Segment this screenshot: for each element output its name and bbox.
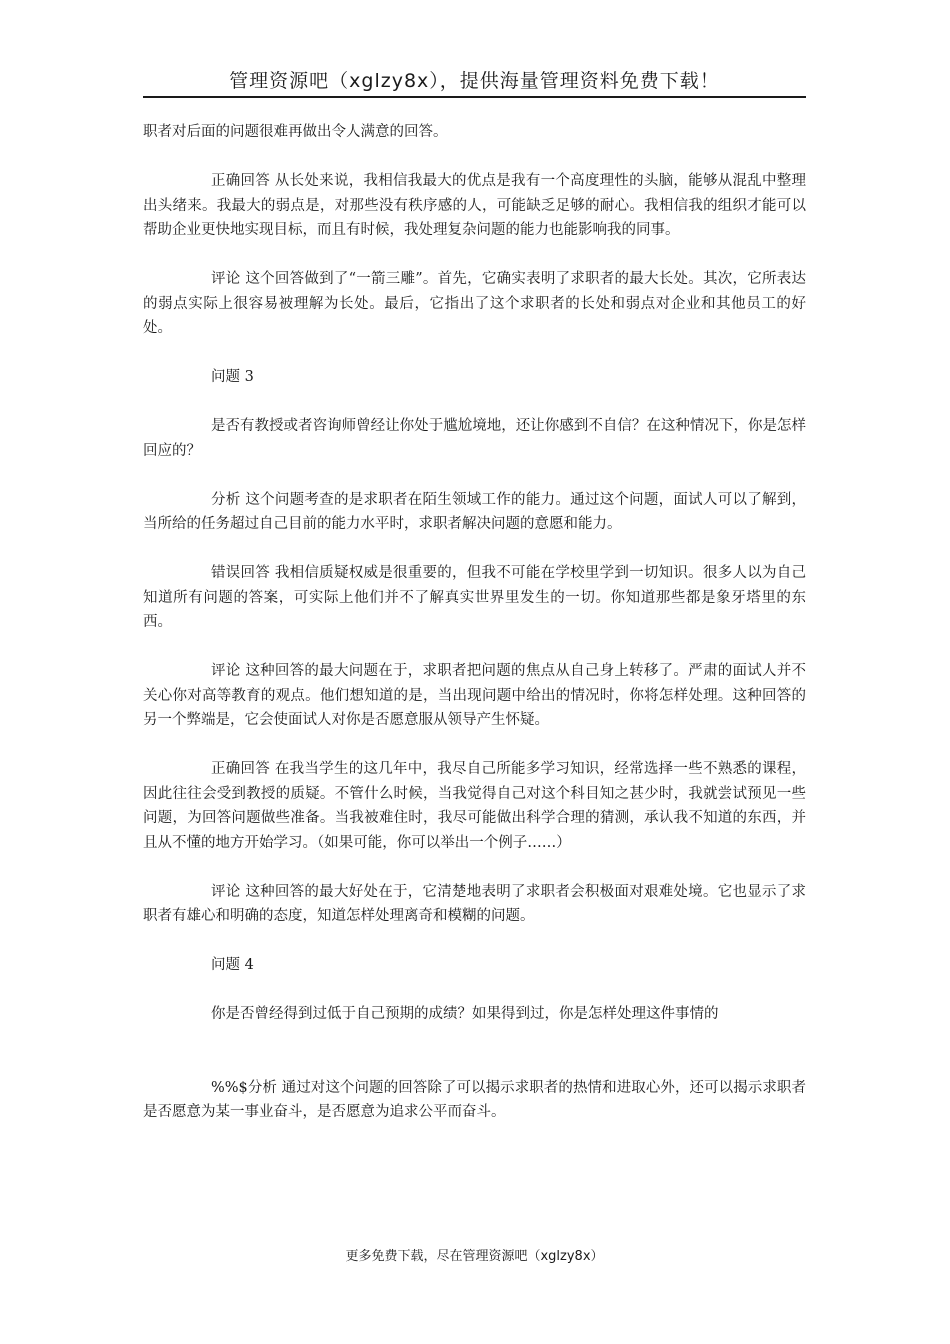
document-body [143, 120, 806, 1149]
question-4-heading: 问题 4 [211, 957, 254, 973]
paragraph-comment-2: 评论 这个回答做到了“一箭三雕”。首先，它确实表明了求职者的最大长处。其次，它所表达的弱点实际上很容易被理解为长处。最后，它指出了这个求职者的长处和弱点对企业和其他员工的好处。 [143, 271, 806, 336]
paragraph-comment-3a: 评论 这种回答的最大问题在于，求职者把问题的焦点从自己身上转移了。严肃的面试人并不关心你对高等教育的观点。他们想知道的是，当出现问题中给出的情况时，你将怎样处理。这种回答的另一个弊端是，它会使面试人对你是否愿意服从领导产生怀疑。 [143, 663, 806, 728]
paragraph-comment-3b: 评论 这种回答的最大好处在于，它清楚地表明了求职者会积极面对艰难处境。它也显示了求职者有雄心和明确的态度，知道怎样处理离奇和模糊的问题。 [143, 883, 806, 924]
page-footer [143, 1248, 806, 1266]
page-header [143, 66, 806, 98]
paragraph-analysis-3: 分析 这个问题考查的是求职者在陌生领域工作的能力。通过这个问题，面试人可以了解到，当所给的任务超过自己目前的能力水平时，求职者解决问题的意愿和能力。 [143, 491, 806, 532]
paragraph-correct-answer-2: 正确回答 从长处来说，我相信我最大的优点是我有一个高度理性的头脑，能够从混乱中整理出头绪来。我最大的弱点是，对那些没有秩序感的人，可能缺乏足够的耐心。我相信我的组织才能可以帮助企业更快地实现目标，而且有时候，我处理复杂问题的能力也能影响我的同事。 [143, 173, 806, 238]
paragraph-correct-answer-3: 正确回答 在我当学生的这几年中，我尽自己所能多学习知识，经常选择一些不熟悉的课程，因此往往会受到教授的质疑。不管什么时候，当我觉得自己对这个科目知之甚少时，我就尝试预见一些问题，为回答问题做些准备。当我被难住时，我尽可能做出科学合理的猜测，承认我不知道的东西，并且从不懂的地方开始学习。（如果可能，你可以举出一个例子……） [143, 761, 806, 851]
header-title: 管理资源吧（xglzy8x），提供海量管理资料免费下载！ [229, 70, 720, 92]
question-4-text: 你是否曾经得到过低于自己预期的成绩？如果得到过，你是怎样处理这件事情的 [211, 1006, 719, 1022]
question-3-heading: 问题 3 [211, 369, 254, 385]
question-3-text: 是否有教授或者咨询师曾经让你处于尴尬境地，还让你感到不自信？在这种情况下，你是怎样回应的？ [143, 418, 806, 459]
paragraph-analysis-4: %%$分析 通过对这个问题的回答除了可以揭示求职者的热情和进取心外，还可以揭示求职者是否愿意为某一事业奋斗，是否愿意为追求公平而奋斗。 [143, 1079, 806, 1120]
footer-text: 更多免费下载，尽在管理资源吧（xglzy8x） [345, 1249, 604, 1264]
paragraph-continuation: 职者对后面的问题很难再做出令人满意的回答。 [143, 124, 448, 140]
paragraph-wrong-answer-3: 错误回答 我相信质疑权威是很重要的，但我不可能在学校里学到一切知识。很多人以为自己知道所有问题的答案，可实际上他们并不了解真实世界里发生的一切。你知道那些都是象牙塔里的东西。 [143, 565, 806, 630]
